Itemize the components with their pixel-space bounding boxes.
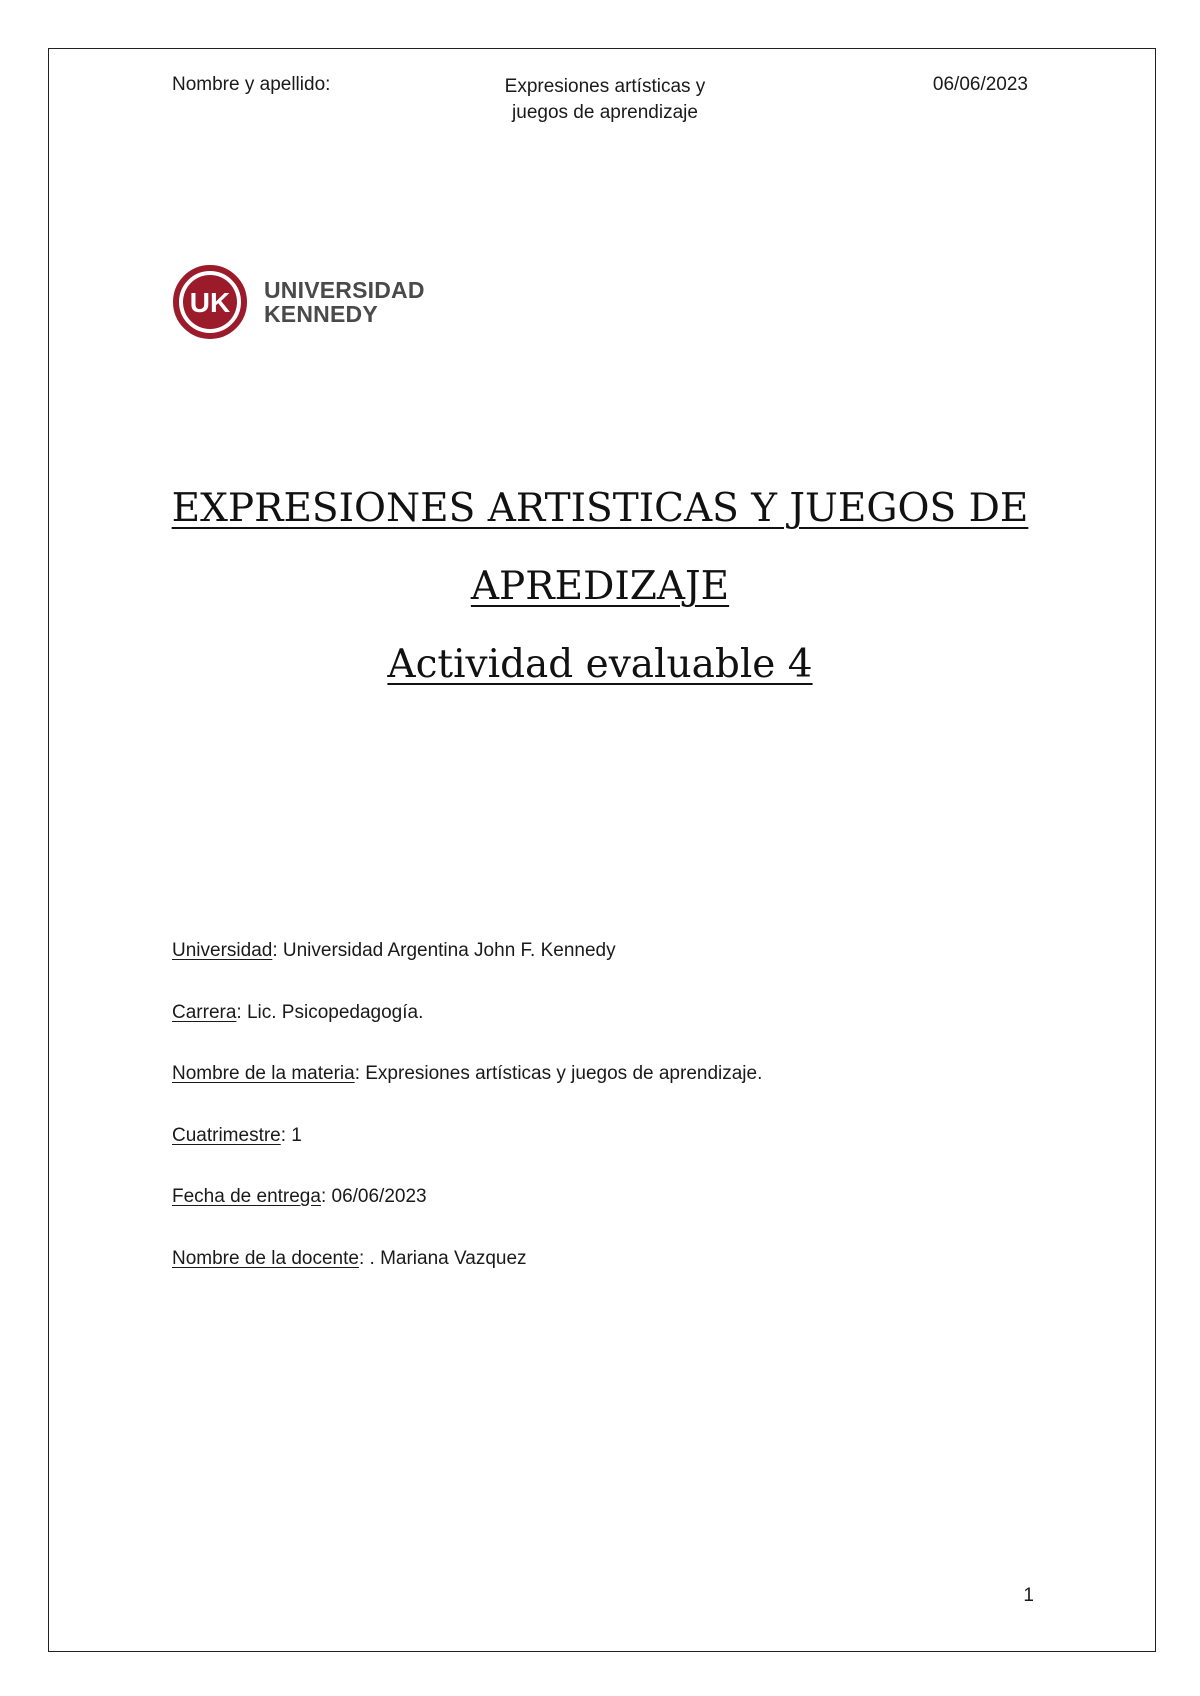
page-number: 1 [1023, 1585, 1034, 1606]
title-block [130, 470, 1070, 687]
uk-logo-icon [172, 264, 248, 340]
info-value: : . Mariana Vazquez [358, 1247, 527, 1269]
info-label: Carrera [172, 1001, 237, 1023]
info-list [172, 940, 762, 1309]
info-label: Fecha de entrega [172, 1186, 321, 1207]
info-value: : Expresiones artísticas y juegos de aprendizaje. [354, 1063, 763, 1084]
info-value: : Lic. Psicopedagogía. [236, 1001, 424, 1023]
logo-wordmark [264, 278, 425, 326]
info-row-universidad [172, 940, 762, 1002]
info-row-carrera [172, 1002, 762, 1064]
info-row-materia [172, 1063, 762, 1125]
header-subject-line2: juegos de aprendizaje [512, 102, 698, 123]
info-label: Universidad [172, 940, 273, 961]
info-value: : 06/06/2023 [320, 1186, 427, 1207]
document-title-line2: APREDIZAJE [470, 564, 730, 609]
university-logo [172, 264, 425, 340]
header-subject [480, 74, 730, 126]
info-row-fecha [172, 1186, 762, 1248]
document-title-line1: EXPRESIONES ARTISTICAS Y JUEGOS DE [171, 486, 1029, 531]
logo-line2: KENNEDY [264, 301, 378, 327]
info-value: : 1 [280, 1124, 302, 1146]
logo-mark-text: UK [189, 287, 231, 318]
header-subject-line1: Expresiones artísticas y [504, 76, 706, 97]
header-name-label: Nombre y apellido: [172, 74, 331, 95]
info-row-cuatrimestre [172, 1125, 762, 1187]
info-value: : Universidad Argentina John F. Kennedy [272, 940, 616, 961]
header-date: 06/06/2023 [932, 74, 1028, 95]
info-row-docente [172, 1248, 762, 1310]
info-label: Cuatrimestre [172, 1124, 281, 1146]
info-label: Nombre de la docente [172, 1247, 359, 1269]
info-label: Nombre de la materia [172, 1063, 355, 1084]
logo-line1: UNIVERSIDAD [264, 277, 425, 303]
document-subtitle: Actividad evaluable 4 [387, 642, 813, 687]
